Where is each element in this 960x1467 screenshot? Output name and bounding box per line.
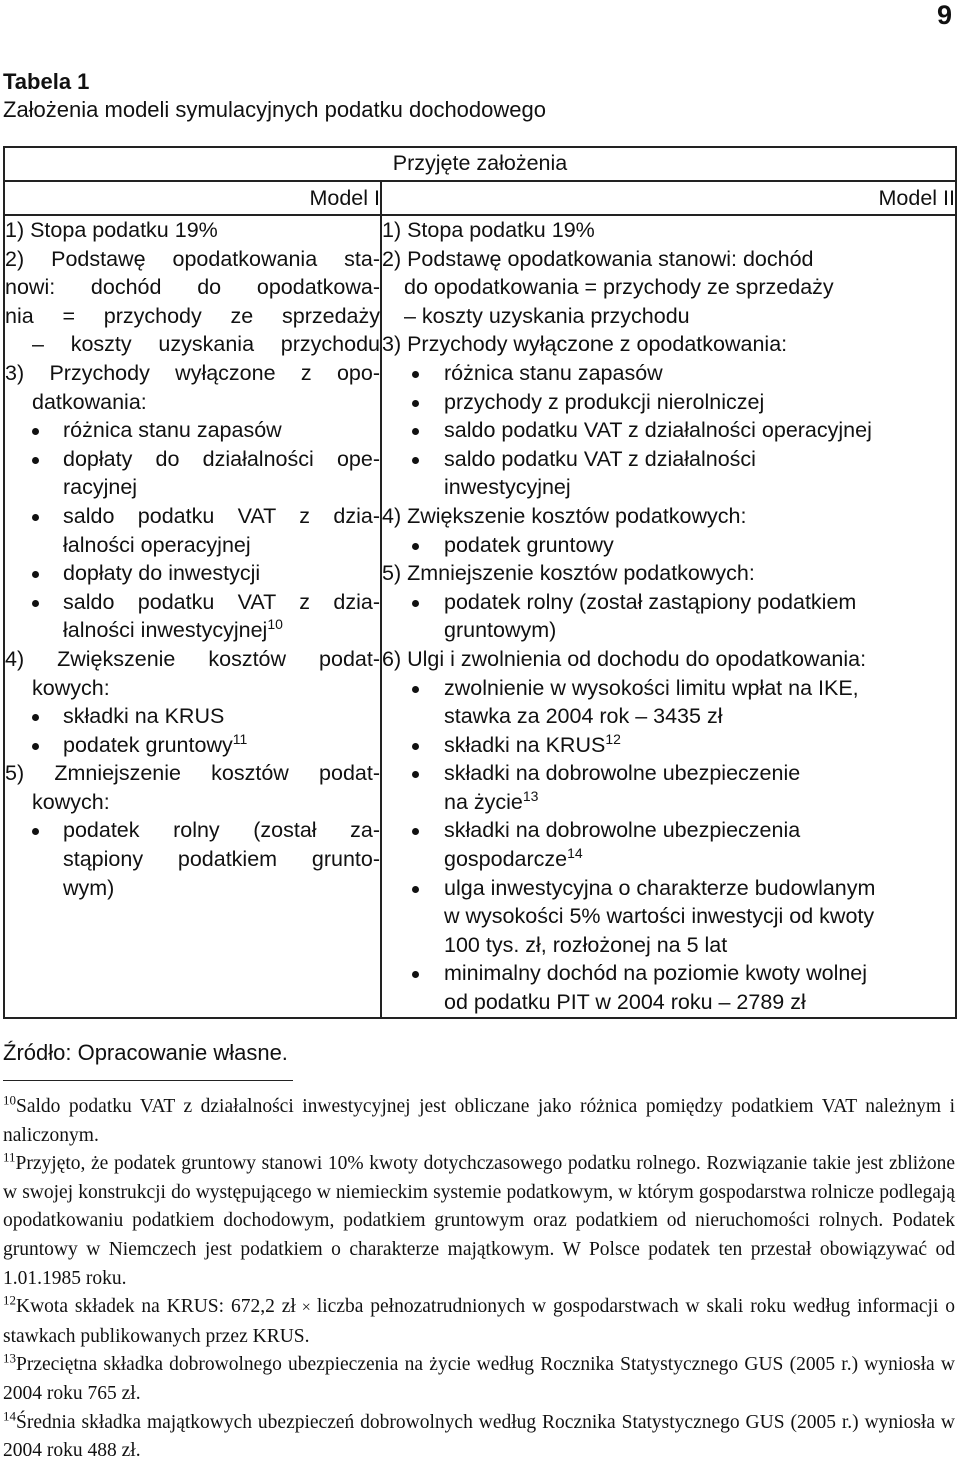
m1-item2-line: 2) Podstawę opodatkowania sta- — [5, 246, 380, 271]
footnote — [3, 1351, 955, 1408]
model2-header — [381, 181, 956, 215]
m2-item5: 5) Zmniejszenie kosztów podatkowych: — [382, 561, 755, 586]
footnote-ref[interactable]: 11 — [232, 730, 248, 747]
footnote-number: 13 — [3, 1350, 16, 1366]
list-item-text: stawka za 2004 rok – 3435 zł — [444, 704, 723, 729]
model1-column — [4, 215, 381, 1018]
footnote-ref[interactable]: 12 — [605, 730, 621, 747]
table-number: Tabela 1 — [3, 69, 90, 94]
list-item — [382, 359, 955, 388]
list-item — [5, 731, 380, 760]
bullet-dot-icon — [412, 771, 419, 778]
list-item-text: stąpiony podatkiem grunto- — [63, 847, 380, 872]
list-item — [382, 588, 955, 645]
footnote-ref[interactable]: 14 — [567, 844, 583, 861]
footnote — [3, 1150, 955, 1293]
list-item — [5, 816, 380, 902]
list-item-text: na życie — [444, 789, 523, 814]
footnote — [3, 1093, 955, 1150]
list-item-text: inwestycyjnej — [444, 475, 571, 500]
m2-item2-line: do opodatkowania = przychody ze sprzedaży — [404, 275, 834, 300]
list-item — [382, 674, 955, 731]
m2-item4: 4) Zwiększenie kosztów podatkowych: — [382, 503, 747, 528]
list-item — [5, 445, 380, 502]
m1-item2-line: nia = przychody ze sprzedaży — [5, 303, 380, 328]
m1-item3-line: datkowania: — [32, 389, 147, 414]
bullet-dot-icon — [412, 971, 419, 978]
list-item — [5, 416, 380, 445]
footnote-text: Średnia składka majątkowych ubezpieczeń dobrowolnych według Rocznika Statystycznego GUS (2005 r.) wyniosła w 2004 roku 488 zł. — [3, 1411, 955, 1462]
footnote-text: Kwota składek na KRUS: 672,2 zł — [16, 1296, 296, 1318]
footnote-text: Przyjęto, że podatek gruntowy stanowi 10% kwoty dotychczasowego podatku rolnego. Rozwiązanie takie jest zbliżone w swojej konstrukcji do występującego w niemieckim systemie podatkowym, w którym gospodarstwa rolnicze podlegają opodatkowaniu podatkiem dochodowym, podatkiem gruntowym oraz podatkiem od nieruchomości rolnych. Podatek gruntowy w Niemczech jest podatkiem o charakterze majątkowym. W Polsce podatek ten przestał obowiązywać od 1.01.1985 roku. — [3, 1153, 955, 1289]
bullet-dot-icon — [412, 371, 419, 378]
bullet-dot-icon — [32, 743, 39, 750]
bullet-dot-icon — [32, 600, 39, 607]
list-item-text: minimalny dochód na poziomie kwoty wolnej — [444, 961, 868, 986]
list-item-text: ulga inwestycyjna o charakterze budowlanym — [444, 875, 876, 900]
list-item-text: saldo podatku VAT z działalności operacyjnej — [444, 418, 872, 443]
list-item — [382, 874, 955, 960]
list-item — [382, 445, 955, 502]
footnote-text: liczba pełnozatrudnionych w gospodarstwach w skali roku według informacji o stawkach publikowanych przez KRUS. — [3, 1296, 955, 1347]
list-item-text: łalności inwestycyjnej — [63, 618, 268, 643]
list-item — [5, 502, 380, 559]
list-item — [5, 702, 380, 731]
list-item — [5, 559, 380, 588]
footnote-number: 14 — [3, 1408, 16, 1424]
bullet-dot-icon — [412, 686, 419, 693]
list-item-text: podatek gruntowy — [444, 532, 614, 557]
bullet-dot-icon — [412, 828, 419, 835]
bullet-dot-icon — [412, 457, 419, 464]
m1-item1: 1) Stopa podatku 19% — [5, 218, 218, 242]
list-item-text: różnica stanu zapasów — [444, 360, 663, 385]
multiply-icon: × — [301, 1299, 311, 1317]
footnote-text: Przeciętna składka dobrowolnego ubezpieczenia na życie według Rocznika Statystycznego GUS (2005 r.) wyniosła w 2004 roku 765 zł. — [3, 1354, 955, 1404]
list-item-text: składki na dobrowolne ubezpieczenie — [444, 761, 801, 786]
list-item-text: saldo podatku VAT z dzia- — [63, 589, 380, 614]
bullet-dot-icon — [32, 428, 39, 435]
footnote-number: 12 — [3, 1292, 16, 1308]
m2-item2-line: – koszty uzyskania przychodu — [404, 303, 690, 328]
m1-item4-line: 4) Zwiększenie kosztów podat- — [5, 646, 380, 671]
table-title: Założenia modeli symulacyjnych podatku dochodowego — [3, 97, 546, 122]
model2-header-label: Model II — [878, 186, 955, 210]
footnote — [3, 1293, 955, 1351]
list-item — [382, 731, 955, 760]
list-item-text: składki na dobrowolne ubezpieczenia — [444, 818, 801, 843]
m1-item3-line: 3) Przychody wyłączone z opo- — [5, 360, 380, 385]
footnotes — [3, 1093, 955, 1466]
table-source: Źródło: Opracowanie własne. — [3, 1040, 288, 1065]
list-item — [382, 816, 955, 873]
bullet-dot-icon — [412, 428, 419, 435]
bullet-dot-icon — [412, 543, 419, 550]
page-number: 9 — [937, 0, 953, 30]
m1-item5-line: 5) Zmniejszenie kosztów podat- — [5, 761, 380, 786]
bullet-dot-icon — [32, 571, 39, 578]
list-item-text: saldo podatku VAT z dzia- — [63, 503, 380, 528]
model1-header — [4, 181, 381, 215]
list-item — [382, 759, 955, 816]
list-item-text: podatek rolny (został zastąpiony podatkiem — [444, 589, 857, 614]
m2-item3: 3) Przychody wyłączone z opodatkowania: — [382, 332, 788, 357]
list-item — [382, 959, 955, 1016]
bullet-dot-icon — [32, 828, 39, 835]
bullet-dot-icon — [32, 714, 39, 721]
list-item-text: w wysokości 5% wartości inwestycji od kwoty — [444, 904, 875, 929]
footnote — [3, 1409, 955, 1466]
list-item-text: zwolnienie w wysokości limitu wpłat na IKE, — [444, 675, 859, 700]
table-header — [4, 147, 956, 181]
bullet-dot-icon — [32, 514, 39, 521]
assumptions-table — [3, 146, 957, 1019]
footnote-ref[interactable]: 13 — [522, 787, 539, 804]
list-item-text: gospodarcze — [444, 847, 568, 872]
m2-item2-line: 2) Podstawę opodatkowania stanowi: dochód — [382, 246, 814, 271]
list-item-text: wym) — [63, 875, 115, 900]
list-item-text: saldo podatku VAT z działalności — [444, 446, 756, 471]
bullet-dot-icon — [412, 600, 419, 607]
list-item-text — [444, 788, 955, 817]
list-item-text: gruntowym) — [444, 618, 557, 643]
model1-header-label: Model I — [309, 186, 380, 210]
m2-item1: 1) Stopa podatku 19% — [382, 218, 595, 242]
list-item-text: różnica stanu zapasów — [63, 418, 282, 443]
footnote-divider — [3, 1080, 293, 1081]
list-item-text: dopłaty do działalności ope- — [63, 446, 380, 471]
list-item-text: podatek gruntowy — [63, 732, 233, 757]
list-item-text: składki na KRUS — [63, 704, 225, 729]
footnote-number: 10 — [3, 1092, 16, 1108]
list-item-text: 100 tys. zł, rozłożonej na 5 lat — [444, 932, 728, 957]
m1-item2-line: – koszty uzyskania przychodu — [32, 332, 380, 357]
m1-item2-line: nowi: dochód do opodatkowa- — [5, 275, 380, 300]
m2-item6: 6) Ulgi i zwolnienia od dochodu do opodatkowania: — [382, 646, 867, 671]
footnote-number: 11 — [3, 1149, 16, 1165]
bullet-dot-icon — [412, 743, 419, 750]
list-item-text — [63, 731, 380, 760]
list-item — [382, 416, 955, 445]
list-item-text: racyjnej — [63, 475, 138, 500]
list-item-text: od podatku PIT w 2004 roku – 2789 zł — [444, 990, 806, 1015]
footnote-ref[interactable]: 10 — [267, 616, 283, 633]
bullet-dot-icon — [412, 400, 419, 407]
list-item-text — [444, 845, 955, 874]
model2-column — [381, 215, 956, 1018]
footnote-text: Saldo podatku VAT z działalności inwestycyjnej jest obliczane jako różnica pomiędzy podatkiem VAT należnym i naliczonym. — [3, 1096, 955, 1146]
list-item — [382, 531, 955, 560]
list-item-text: łalności operacyjnej — [63, 532, 251, 557]
table-caption — [3, 68, 546, 124]
list-item — [382, 388, 955, 417]
list-item — [5, 588, 380, 645]
list-item-text: podatek rolny (został za- — [63, 818, 380, 843]
list-item-text: składki na KRUS — [444, 732, 606, 757]
list-item-text: dopłaty do inwestycji — [63, 561, 261, 586]
table-header-label: Przyjęte założenia — [392, 151, 568, 175]
bullet-dot-icon — [412, 886, 419, 893]
list-item-text — [63, 616, 380, 645]
list-item-text: przychody z produkcji nierolniczej — [444, 389, 765, 414]
m1-item4-line: kowych: — [32, 675, 110, 700]
m1-item5-line: kowych: — [32, 789, 110, 814]
bullet-dot-icon — [32, 457, 39, 464]
